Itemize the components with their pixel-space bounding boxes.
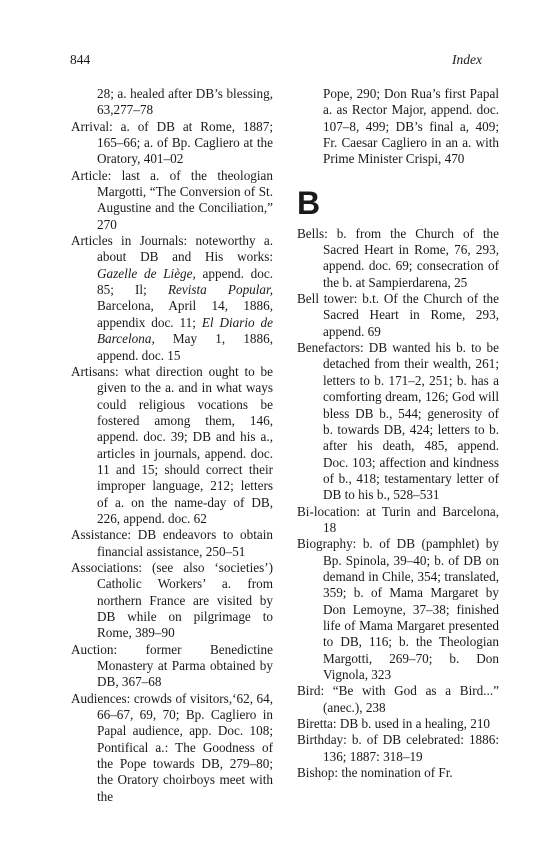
entry-text: May 1, 1886, append. doc. 15 — [97, 331, 273, 363]
index-entry: Article: last a. of the theologian Margotti, “The Conversion of St. Augustine and the Conciliation,” 270 — [71, 167, 273, 232]
running-header — [70, 52, 482, 72]
running-title: Index — [452, 52, 482, 67]
section-letter-heading: B — [297, 184, 321, 221]
index-entry: Biretta: DB b. used in a healing, 210 — [297, 716, 491, 732]
index-entry-list — [297, 226, 499, 782]
index-entry: Bells: b. from the Church of the Sacred Heart in Rome, 76, 293, append. doc. 69; consecration of the b. at Sampierdarena, 25 — [297, 225, 499, 290]
publication-title: El Diario de Barcelona, — [97, 314, 273, 347]
entry-text: Articles in Journals: noteworthy a. about DB and His works: — [71, 233, 273, 265]
index-entry: Auction: former Benedictine Monastery at Parma obtained by DB, 367–68 — [71, 641, 273, 690]
publication-title: Revista Popular, — [167, 282, 273, 298]
index-entry: Bi-location: at Turin and Barcelona, 18 — [297, 503, 499, 535]
index-entry: Associations: (see also ‘societies’) Catholic Workers’ a. from northern France are visited by DB while on pilgrimage to Rome, 389–90 — [71, 559, 273, 641]
entry-text: Barcelona, April 14, 1886, appendix doc. 11; — [97, 298, 273, 330]
index-entry: Artisans: what direction ought to be given to the a. and in what ways could religious vocations be fostered among them, 146, append. doc. 39; DB and his a., articles in journals, append. doc. 11 and 15; should correct their improper language, 212; letters of a. on the name-day of DB, 226, append. doc. 62 — [71, 363, 273, 526]
index-entry: Bishop: the nomination of Fr. — [297, 765, 453, 781]
index-entry-list — [71, 119, 273, 805]
index-entry: Bell tower: b.t. Of the Church of the Sacred Heart in Rome, 293, append. 69 — [297, 291, 499, 339]
index-column-left — [71, 86, 273, 805]
index-column-right — [297, 86, 499, 781]
index-entry-continuation: 28; a. healed after DB’s blessing, 63,277–78 — [97, 86, 273, 118]
page-number: 844 — [70, 52, 91, 67]
index-entry: Arrival: a. of DB at Rome, 1887; 165–66; a. of Bp. Cagliero at the Oratory, 401–02 — [71, 118, 273, 167]
entry-text: append. doc. 85; Il; — [97, 265, 274, 298]
index-entry: Assistance: DB endeavors to obtain financial assistance, 250–51 — [71, 527, 273, 559]
publication-title: Gazelle de Liège, — [97, 265, 196, 281]
index-entry: Birthday: b. of DB celebrated: 1886: 136; 1887: 318–19 — [297, 732, 499, 764]
index-entry: Audiences: crowds of visitors,‘62, 64, 66–67, 69, 70; Bp. Cagliero in Papal audience, app. Doc. 108; Pontifical a.: The Goodness of the Pope towards DB, 279–80; the Oratory choirboys meet with the — [71, 690, 273, 804]
index-entry: Biography: b. of DB (pamphlet) by Bp. Spinola, 39–40; b. of DB on demand in Chile, 354; translated, 359; b. of Mama Margaret by Don Lemoyne, 37–38; finished life of Mama Margaret presented to DB, 116; b. the Theologian Margotti, 269–70; b. Don Vignola, 323 — [297, 536, 499, 682]
index-entry: Bird: “Be with God as a Bird...” (anec.), 238 — [297, 683, 499, 715]
index-entry — [71, 233, 273, 364]
index-entry-continuation: Pope, 290; Don Rua’s first Papal a. as Rector Major, append. doc. 107–8, 499; DB’s final a, 409; Fr. Caesar Cagliero in an a. with Prime Minister Crispi, 470 — [323, 86, 499, 167]
index-entry: Benefactors: DB wanted his b. to be detached from their wealth, 261; letters to b. 171–2, 251; b. has a comforting dream, 126; God will bless DB b., 544; generosity of b. towards DB, 424; letters to b. after his death, 485, append. Doc. 103; affection and kindness of b., 418; testamentary letter of DB to his b., 528–531 — [297, 340, 499, 503]
